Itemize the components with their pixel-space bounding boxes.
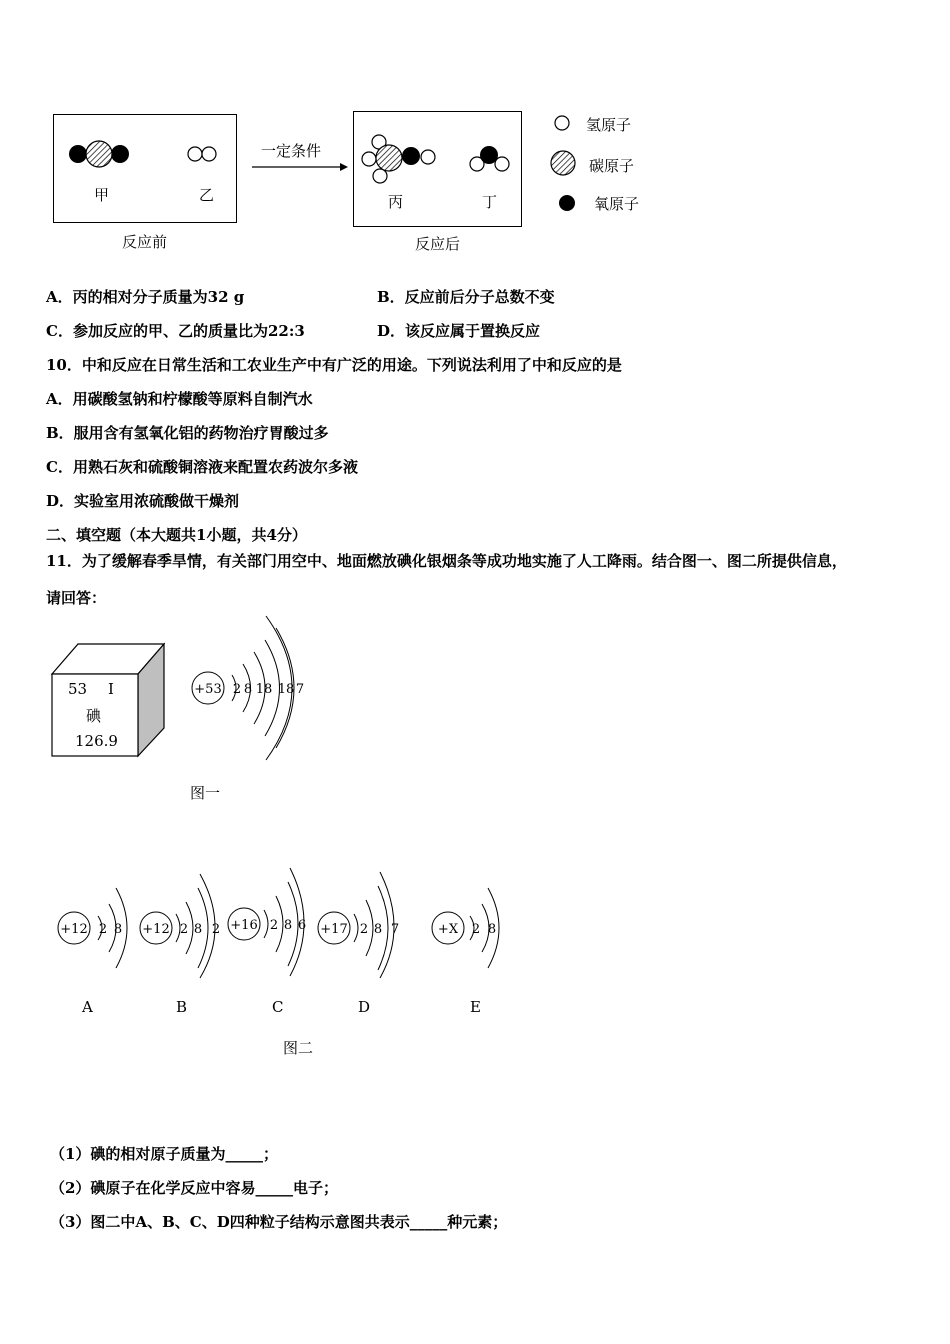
shell-count: 18 (277, 682, 295, 697)
q10-option-c: C．用熟石灰和硫酸铜溶液来配置农药波尔多液 (46, 458, 358, 476)
q9-option-a: A．丙的相对分子质量为32 g (46, 288, 245, 306)
svg-text:+17: +17 (320, 922, 348, 937)
q10-stem: 10．中和反应在日常生活和工农业生产中有广泛的用途。下列说法利用了中和反应的是 (46, 356, 622, 374)
shell-count: 7 (295, 682, 305, 697)
svg-text:+12: +12 (142, 922, 170, 937)
particle-label-c: C (272, 998, 284, 1016)
element-name: 碘 (86, 707, 102, 725)
svg-text:+16: +16 (230, 918, 258, 933)
svg-text:8: 8 (373, 922, 383, 937)
after-caption: 反应后 (415, 235, 461, 253)
particle-b-diagram (138, 870, 230, 980)
label-yi: 乙 (199, 186, 215, 204)
particle-label-b: B (176, 998, 188, 1016)
section-title: 二、填空题（本大题共1小题，共4分） (46, 526, 307, 544)
reaction-arrow-icon (250, 160, 350, 174)
label-jia: 甲 (94, 186, 110, 204)
svg-text:7: 7 (390, 922, 400, 937)
particle-c-diagram (226, 866, 318, 978)
legend-carbon: 碳原子 (589, 157, 635, 175)
label-bing: 丙 (388, 193, 404, 211)
water-molecule-icon (470, 146, 509, 171)
q10-option-b: B．服用含有氢氧化铝的药物治疗胃酸过多 (46, 424, 329, 442)
h2-molecule-icon (188, 147, 216, 161)
q11-stem-line2: 请回答： (46, 589, 107, 607)
svg-text:8: 8 (113, 922, 123, 937)
particle-a-diagram (56, 880, 136, 976)
particle-label-a: A (82, 998, 93, 1016)
element-mass: 126.9 (75, 732, 118, 750)
sub-question-2: （2）碘原子在化学反应中容易_____电子； (50, 1179, 338, 1197)
iodine-atom-diagram (188, 612, 318, 762)
legend-oxygen: 氧原子 (594, 195, 640, 213)
after-molecules (353, 111, 523, 227)
before-caption: 反应前 (122, 233, 168, 251)
label-ding: 丁 (482, 193, 498, 211)
particle-d-diagram (316, 870, 408, 980)
svg-text:8: 8 (283, 918, 293, 933)
nucleus-charge: +53 (194, 682, 222, 697)
legend-hydrogen: 氢原子 (586, 116, 632, 134)
q9-option-c: C．参加反应的甲、乙的质量比为22:3 (46, 322, 305, 340)
figure-2-caption: 图二 (283, 1039, 314, 1057)
element-number: 53 (68, 680, 88, 698)
svg-text:2: 2 (211, 922, 221, 937)
svg-text:+X: +X (437, 922, 459, 937)
hydrogen-icon (555, 116, 569, 130)
q11-stem-line1: 11．为了缓解春季旱情，有关部门用空中、地面燃放碘化银烟条等成功地实施了人工降雨。结合图一、图二所提供信息， (46, 552, 847, 570)
oxygen-icon (559, 195, 575, 211)
svg-text:8: 8 (487, 922, 497, 937)
shell-count: 8 (243, 682, 253, 697)
q10-option-d: D．实验室用浓硫酸做干燥剂 (46, 492, 240, 510)
svg-text:2: 2 (98, 922, 108, 937)
q10-option-a: A．用碳酸氢钠和柠檬酸等原料自制汽水 (46, 390, 313, 408)
svg-text:2: 2 (269, 918, 279, 933)
element-symbol: I (108, 680, 114, 698)
methanol-molecule-icon (362, 135, 435, 183)
q9-option-d: D．该反应属于置换反应 (377, 322, 541, 340)
particle-label-d: D (358, 998, 371, 1016)
sub-question-1: （1）碘的相对原子质量为_____； (50, 1145, 278, 1163)
svg-text:2: 2 (359, 922, 369, 937)
svg-text:+12: +12 (60, 922, 88, 937)
q9-option-b: B．反应前后分子总数不变 (377, 288, 555, 306)
particle-label-e: E (470, 998, 481, 1016)
arrow-label: 一定条件 (261, 142, 322, 160)
svg-text:2: 2 (471, 922, 481, 937)
svg-text:6: 6 (297, 918, 307, 933)
before-molecules (53, 114, 237, 223)
sub-question-3: （3）图二中A、B、C、D四种粒子结构示意图共表示_____种元素； (50, 1213, 508, 1231)
particle-e-diagram (430, 880, 510, 976)
figure-1-caption: 图一 (190, 784, 221, 802)
shell-count: 2 (232, 682, 242, 697)
shell-count: 18 (255, 682, 273, 697)
legend-icons (548, 112, 578, 216)
svg-text:8: 8 (193, 922, 203, 937)
co2-molecule-icon (69, 141, 129, 167)
carbon-icon (551, 151, 575, 175)
svg-text:2: 2 (179, 922, 189, 937)
